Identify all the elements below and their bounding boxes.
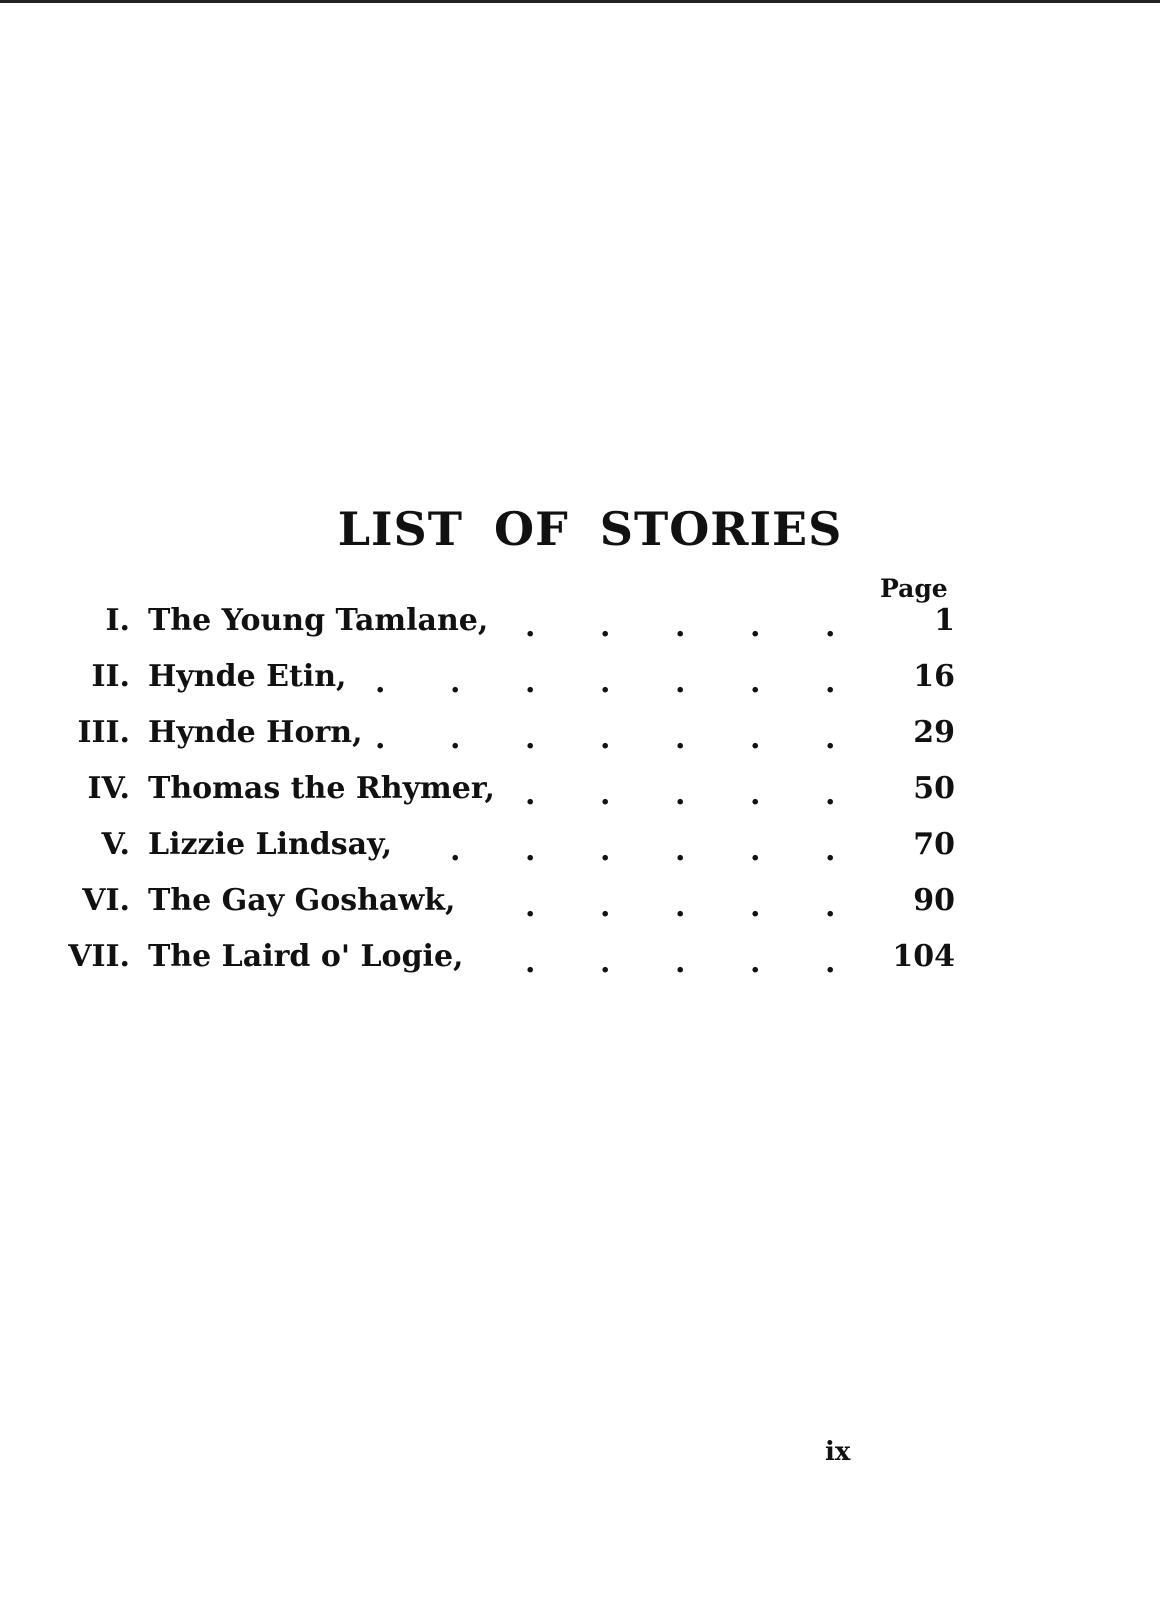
story-page-number: 70 [913, 827, 955, 862]
story-numeral: V. [101, 827, 130, 862]
story-title: Hynde Etin, [148, 659, 347, 694]
contents-row: VII. The Laird o' Logie, . . . . . 104 [68, 939, 955, 980]
story-page-number: 104 [892, 939, 955, 974]
story-page-number: 50 [913, 771, 955, 806]
story-numeral: II. [91, 659, 130, 694]
page-title: LIST OF STORIES [337, 502, 843, 556]
story-numeral: IV. [87, 771, 130, 806]
page-folio: ix [825, 1437, 851, 1467]
story-title: Thomas the Rhymer, [148, 771, 495, 806]
page-column-label: Page [880, 574, 948, 603]
story-page-number: 90 [913, 883, 955, 918]
story-numeral: VI. [82, 883, 130, 918]
story-title: Hynde Horn, [148, 715, 363, 750]
contents-row: I. The Young Tamlane, . . . . . 1 [105, 603, 955, 644]
contents-row: II. Hynde Etin, . . . . . . . 16 [91, 659, 955, 700]
contents-row: III. Hynde Horn, . . . . . . . 29 [77, 715, 955, 756]
contents-row: IV. Thomas the Rhymer, . . . . . 50 [87, 771, 955, 812]
story-title: The Gay Goshawk, [148, 883, 456, 918]
story-numeral: I. [105, 603, 130, 638]
story-numeral: III. [77, 715, 130, 750]
contents-row: V. Lizzie Lindsay, . . . . . . 70 [101, 827, 955, 868]
story-title: The Laird o' Logie, [148, 939, 464, 974]
story-title: The Young Tamlane, [148, 603, 489, 638]
story-page-number: 1 [934, 603, 955, 638]
contents-row: VI. The Gay Goshawk, . . . . . 90 [82, 883, 955, 924]
story-title: Lizzie Lindsay, [148, 827, 393, 862]
story-page-number: 16 [913, 659, 955, 694]
top-edge-rule [0, 0, 1160, 3]
story-page-number: 29 [913, 715, 955, 750]
story-numeral: VII. [68, 939, 130, 974]
